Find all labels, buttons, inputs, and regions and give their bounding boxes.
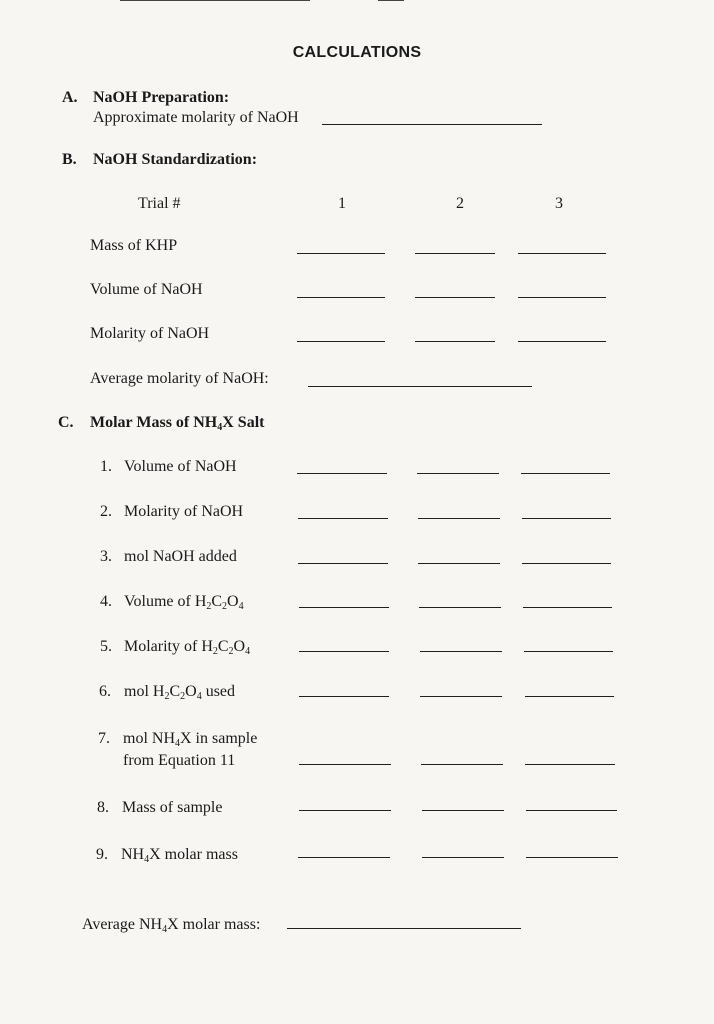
section-a-letter: A. xyxy=(62,89,78,106)
mass-khp-blank-2[interactable] xyxy=(415,253,495,254)
item-1-blank-2[interactable] xyxy=(417,473,499,474)
item-3-number: 3. xyxy=(100,548,112,565)
item-1-blank-3[interactable] xyxy=(521,473,610,474)
item-4-number: 4. xyxy=(100,593,112,610)
item-3-label: mol NaOH added xyxy=(124,548,237,565)
trial-number-1: 1 xyxy=(338,195,346,212)
trial-number-2: 2 xyxy=(456,195,464,212)
average-molar-mass-label: Average $NH_4X$ molar mass: xyxy=(82,916,261,935)
item-6-number: 6. xyxy=(99,683,111,700)
item-4-label: Volume of $H_2C_2O_4$ xyxy=(124,593,244,612)
item-3-blank-3[interactable] xyxy=(522,563,611,564)
item-2-blank-2[interactable] xyxy=(418,518,500,519)
item-8-blank-3[interactable] xyxy=(526,810,617,811)
volume-naoh-b-blank-2[interactable] xyxy=(415,297,495,298)
item-9-blank-1[interactable] xyxy=(298,857,390,858)
average-molar-mass-blank[interactable] xyxy=(287,928,521,929)
volume-naoh-b-blank-3[interactable] xyxy=(518,297,606,298)
item-7-label-line1: mol $NH_4X$ in sample xyxy=(123,730,258,749)
item-8-label: Mass of sample xyxy=(122,799,223,816)
molarity-naoh-b-blank-2[interactable] xyxy=(415,341,495,342)
item-9-blank-3[interactable] xyxy=(526,857,618,858)
section-b-heading: NaOH Standardization: xyxy=(93,151,258,168)
item-6-blank-1[interactable] xyxy=(299,696,389,697)
item-7-label-line2: from Equation 11 xyxy=(123,752,236,769)
molarity-naoh-b-blank-1[interactable] xyxy=(297,341,385,342)
average-molarity-label: Average molarity of NaOH: xyxy=(90,370,269,387)
volume-naoh-b-label: Volume of NaOH xyxy=(90,281,203,298)
item-6-blank-2[interactable] xyxy=(420,696,502,697)
item-6-blank-3[interactable] xyxy=(525,696,614,697)
item-1-number: 1. xyxy=(100,458,112,475)
item-2-label: Molarity of NaOH xyxy=(124,503,244,520)
mass-khp-blank-1[interactable] xyxy=(297,253,385,254)
item-7-blank-3[interactable] xyxy=(525,764,615,765)
section-a-heading: NaOH Preparation: xyxy=(93,89,230,106)
item-8-blank-2[interactable] xyxy=(422,810,504,811)
item-7-blank-2[interactable] xyxy=(421,764,503,765)
approx-molarity-blank[interactable] xyxy=(322,124,542,125)
item-4-blank-1[interactable] xyxy=(299,607,389,608)
item-5-number: 5. xyxy=(100,638,112,655)
molarity-naoh-b-label: Molarity of NaOH xyxy=(90,325,210,342)
top-rule-left xyxy=(120,0,310,1)
top-rule-right xyxy=(378,0,404,1)
item-2-blank-3[interactable] xyxy=(522,518,611,519)
mass-khp-blank-3[interactable] xyxy=(518,253,606,254)
page-title: CALCULATIONS xyxy=(292,44,422,61)
approx-molarity-label: Approximate molarity of NaOH xyxy=(93,109,299,126)
item-6-label: mol $H_2C_2O_4$ used xyxy=(124,683,236,702)
item-5-blank-3[interactable] xyxy=(524,651,613,652)
item-9-blank-2[interactable] xyxy=(422,857,504,858)
item-7-number: 7. xyxy=(98,730,110,747)
item-9-number: 9. xyxy=(96,846,108,863)
item-5-blank-1[interactable] xyxy=(299,651,389,652)
section-c-letter: C. xyxy=(58,414,74,431)
item-2-blank-1[interactable] xyxy=(298,518,388,519)
volume-naoh-b-blank-1[interactable] xyxy=(297,297,385,298)
mass-khp-label: Mass of KHP xyxy=(90,237,178,254)
item-4-blank-3[interactable] xyxy=(523,607,612,608)
item-1-blank-1[interactable] xyxy=(297,473,387,474)
molarity-naoh-b-blank-3[interactable] xyxy=(518,341,606,342)
item-9-label: $NH_4X$ molar mass xyxy=(121,846,238,865)
item-2-number: 2. xyxy=(100,503,112,520)
item-8-number: 8. xyxy=(97,799,109,816)
section-b-letter: B. xyxy=(62,151,77,168)
average-molarity-blank[interactable] xyxy=(308,386,532,387)
trial-label: Trial # xyxy=(138,195,181,212)
item-3-blank-2[interactable] xyxy=(418,563,500,564)
item-5-label: Molarity of $H_2C_2O_4$ xyxy=(124,638,251,657)
item-8-blank-1[interactable] xyxy=(299,810,391,811)
item-5-blank-2[interactable] xyxy=(420,651,502,652)
section-c-heading: Molar Mass of $NH_4X$ Salt xyxy=(90,414,265,433)
trial-number-3: 3 xyxy=(555,195,563,212)
item-4-blank-2[interactable] xyxy=(419,607,501,608)
item-1-label: Volume of NaOH xyxy=(124,458,237,475)
item-7-blank-1[interactable] xyxy=(299,764,391,765)
item-3-blank-1[interactable] xyxy=(298,563,388,564)
